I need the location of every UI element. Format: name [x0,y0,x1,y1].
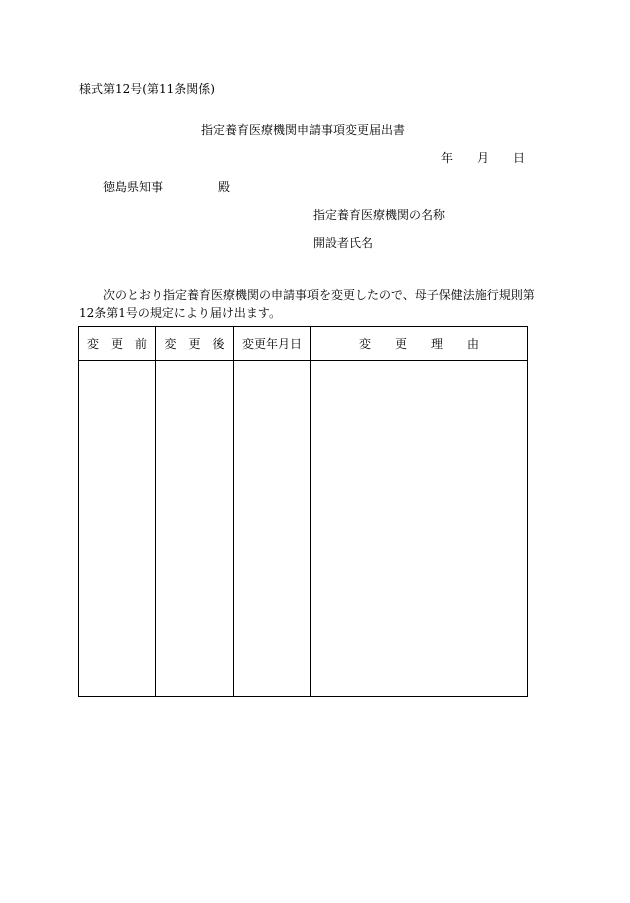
honorific: 殿 [218,180,231,194]
change-table [78,326,528,697]
header-change-date: 変更年月日 [234,327,311,361]
header-change-reason: 変 更 理 由 [311,327,528,361]
body-text-line: 12条第1号の規定により届け出ます。 [79,306,281,320]
date-day-label: 日 [513,151,526,165]
body-text-line: 次のとおり指定養育医療機関の申請事項を変更したので、母子保健法施行規則第 [103,288,535,302]
founder-name-label: 開設者氏名 [313,236,374,250]
before-change-cell[interactable] [79,361,156,697]
facility-name-label: 指定養育医療機関の名称 [313,208,446,222]
form-number-label: 様式第12号(第11条関係) [79,82,215,96]
header-before-change: 変 更 前 [79,327,156,361]
change-reason-cell[interactable] [311,361,528,697]
document-title: 指定養育医療機関申請事項変更届出書 [201,123,406,137]
change-date-cell[interactable] [234,361,311,697]
after-change-cell[interactable] [156,361,234,697]
header-after-change: 変 更 後 [156,327,234,361]
addressee: 徳島県知事 [103,180,164,194]
date-line [441,151,525,165]
date-month-label: 月 [477,151,490,165]
table-row [79,361,528,697]
date-year-label: 年 [441,151,454,165]
table-header-row [79,327,528,361]
